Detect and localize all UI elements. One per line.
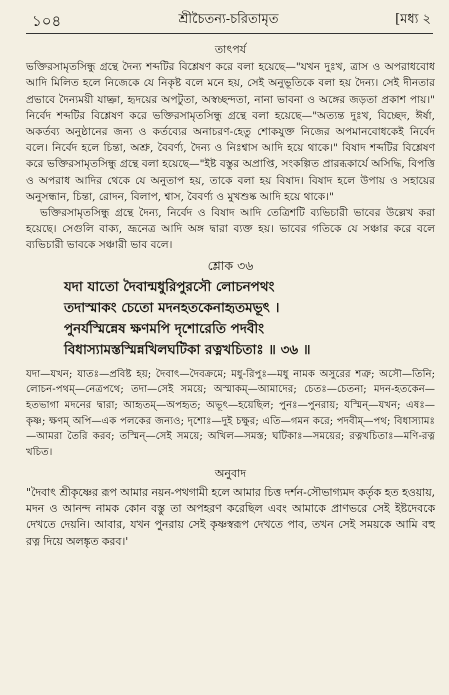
verse-line-1: যদা যাতো দৈবান্মধুরিপুরসৌ লোচনপথং	[64, 278, 275, 295]
purport-paragraph-1: ভক্তিরসামৃতসিন্ধু গ্রন্থে দৈন্য শব্দটির বিশ্লেষণ করে বলা হয়েছে—"যখন দুঃখ, ত্রাস ও অপরাধবোধ আদি মিলিত হলে নিজেকে যে নিকৃষ্ট বলে মনে হয়, সেই অনুভূতিকে বলা হয় দৈন্য। সেই দীনতার প্রভাবে দৈন্যময়ী যাচ্ঞা, হৃদয়ের অপটুতা, অস্বচ্ছন্দতা, নানা ভাবনা ও অঙ্গের জড়তা প্রকাশ পায়।" নির্বেদ শব্দটির বিশ্লেষণ করে ভক্তিরসামৃতসিন্ধু গ্রন্থে বলা হয়েছে—"অত্যন্ত দুঃখ, বিচ্ছেদ, ঈর্ষা, অকর্তব্য অনুষ্ঠানের জন্য ও কর্তব্যের অনাচরণ-হেতু শোকযুক্ত নিজের অপমানবোধকেই নির্বেদ বলে। নির্বেদ হলে চিন্তা, অশ্রু, বৈবর্ণ্য, দৈন্য ও নিঃশ্বাস আদি হয়ে থাকে।" বিষাদ শব্দটির বিশ্লেষণ করে ভক্তিরসামৃতসিন্ধু গ্রন্থে বলা হয়েছে—"ইষ্ট বস্তুর অপ্রাপ্তি, সংকল্পিত প্রারব্ধকার্যে অসিদ্ধি, বিপত্তি ও অপরাধ আদির থেকে যে অনুতাপ হয়, তাকে বলা হয় বিষাদ। বিষাদ হলে উপায় ও সহায়ের অনুসন্ধান, চিন্তা, রোদন, বিলাপ, শ্বাস, বৈবর্ণ্য ও মুখশুষ্ক আদি হয়ে থাকে।"	[26, 61, 435, 203]
verse-line-3: পুনর্যস্মিন্নেষ ক্ষণমপি দৃশোরেতি পদবীং	[64, 320, 265, 337]
page-body	[26, 40, 435, 550]
section-label: [মধ্য ২	[395, 12, 431, 27]
page-number: ১০৪	[32, 12, 62, 30]
book-title: শ্রীচৈতন্য-চরিতামৃত	[178, 12, 279, 27]
verse-line-4: বিধাস্যামস্তস্মিন্নখিলঘটিকা রত্নখচিতাঃ ॥ ৩৬ ॥	[64, 341, 311, 358]
tatparya-heading: তাৎপর্য	[214, 43, 247, 56]
anuvad-heading: অনুবাদ	[214, 467, 247, 481]
header-rule	[26, 33, 433, 34]
purport-paragraph-2: ভক্তিরসামৃতসিন্ধু গ্রন্থে দৈন্য, নির্বেদ ও বিষাদ আদি তেত্রিশটি ব্যভিচারী ভাবের উল্লেখ করা হয়েছে। সেগুলি বাক্য, ভ্রূনেত্র আদি অঙ্গ দ্বারা ব্যক্ত হয়। ভাবের গতিকে যে সঞ্চার করে বলে ব্যভিচারী ভাবকে সঞ্চারী ভাব বলে।	[26, 207, 435, 252]
verse-line-2: তদাস্মাকং চেতো মদনহতকেনাহৃতমভূৎ ।	[64, 299, 280, 316]
sanskrit-verse	[26, 277, 435, 361]
page-header	[26, 10, 431, 30]
anuvad-text: "দৈবাৎ শ্রীকৃষ্ণের রূপ আমার নয়ন-পথগামী হলে আমার চিত্ত দর্শন-সৌভাগ্যমদ কর্তৃক হত হওয়ায়, মদন ও আনন্দ নামক কোন বস্তু তা অপহরণ করেছিল এবং আমাকে প্রাণভরে সেই ইষ্টদেবকে দেখতে দেয়নি। আবার, যখন পুনরায় সেই কৃষ্ণস্বরূপ দেখতে পাব, তখন সেই সময়কে আমি বহু রত্ন দিয়ে অলঙ্কৃত করব।'	[26, 485, 435, 548]
word-for-word-meanings: যদা—যখন; যাতঃ—প্রবিষ্ট হয়; দৈবাৎ—দৈবক্রমে; মধু-রিপুঃ—মধু নামক অসুরের শত্রু; অসৌ—তিনি; লোচন-পথম্—নেত্রপথে; তদা—সেই সময়ে; অস্মাকম্—আমাদের; চেতঃ—চেতনা; মদন-হতকেন—হতভাগা মদনের দ্বারা; আহৃতম্—অপহৃত; অভূৎ—হয়েছিল; পুনঃ—পুনরায়; যস্মিন্—যখন; এষঃ—কৃষ্ণ; ক্ষণম্ অপি—এক পলকের জন্যও; দৃশোঃ—দুই চক্ষুর; এতি—গমন করে; পদবীম্—পথ; বিধাস্যামঃ—আমরা তৈরি করব; তস্মিন্—সেই সময়ে; অখিল—সমস্ত; ঘটিকাঃ—সময়ের; রত্নখচিতাঃ—মণি-রত্ন খচিত।	[26, 368, 435, 458]
shloka-title: শ্লোক ৩৬	[207, 257, 254, 273]
